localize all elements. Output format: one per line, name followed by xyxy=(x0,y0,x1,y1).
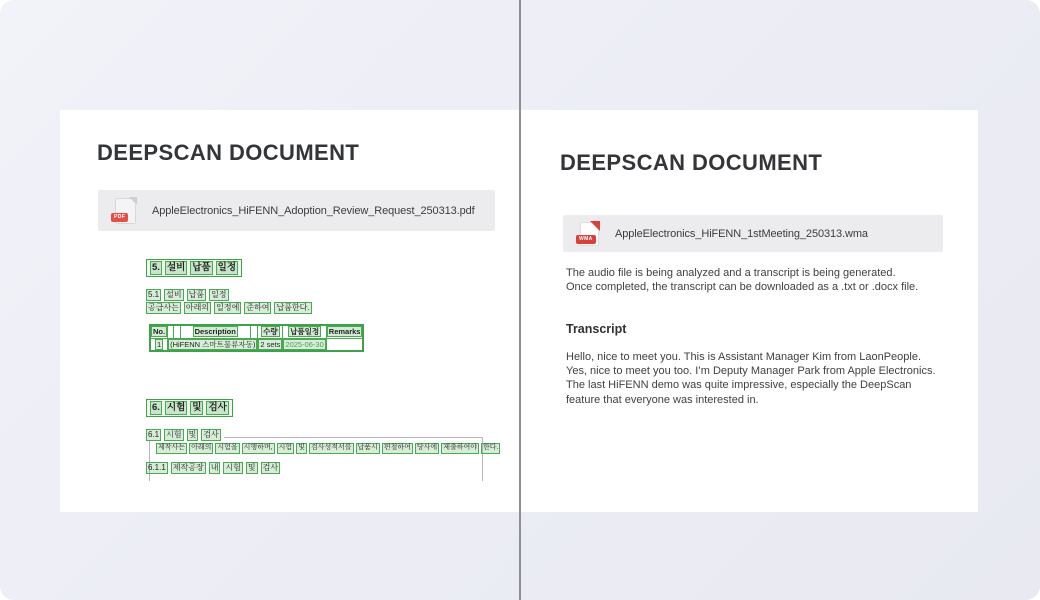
scan-word: 내 xyxy=(210,463,219,472)
scan-word: 및 xyxy=(247,463,256,472)
scan-th-delivery-date: 납품일정 xyxy=(290,327,320,337)
scan-word: 시험 xyxy=(166,402,186,413)
transcript-line-3: The last HiFENN demo was quite impressive, especially the DeepScan xyxy=(566,379,912,392)
analysis-status-text xyxy=(566,267,918,294)
scan-section6-heading xyxy=(146,399,233,417)
scan-word: 설비 xyxy=(166,262,186,273)
scan-word: 6.1.1 xyxy=(148,463,166,472)
scan-th-remarks: Remarks xyxy=(328,327,361,337)
scan-td-qty: 2 sets xyxy=(260,339,281,349)
scan-word: 일정 xyxy=(217,262,237,273)
transcript-line-1: Hello, nice to meet you. This is Assistant Manager Kim from LaonPeople. xyxy=(566,351,922,363)
transcript-heading: Transcript xyxy=(566,322,627,336)
scan-word: 검사 xyxy=(208,402,227,413)
scan-section5-heading xyxy=(146,259,242,277)
scan-word: 당사에 xyxy=(415,443,439,454)
scan-word: 납품 xyxy=(188,290,205,299)
scan-word: 검사 xyxy=(203,430,219,439)
transcript-text xyxy=(566,350,936,407)
pdf-file-name: AppleElectronics_HiFENN_Adoption_Review_Request_250313.pdf xyxy=(152,204,475,217)
scan-word: 제작사는 xyxy=(156,443,187,454)
scan-line-supply xyxy=(146,302,312,314)
scan-td-description: (HiFENN 스마트물류자동) xyxy=(170,339,256,349)
transcript-line-2: Yes, nice to meet you too. I’m Deputy Manager Park from Apple Electronics. xyxy=(566,365,936,378)
status-line-2: Once completed, the transcript can be downloaded as a .txt or .docx file. xyxy=(566,280,919,293)
scan-line-6-1 xyxy=(146,429,224,441)
scan-line-maker xyxy=(156,443,500,454)
scan-word: 시험 xyxy=(166,430,182,439)
scan-line-5-1 xyxy=(146,289,229,301)
scan-word: 6.1 xyxy=(148,430,160,439)
scan-word: 및 xyxy=(296,443,307,454)
scan-table-data-row xyxy=(150,339,363,352)
wma-file-icon xyxy=(580,222,599,246)
scan-word: 검사 xyxy=(262,463,279,472)
scan-word: 검사성적서를 xyxy=(309,443,354,454)
scan-word: 5. xyxy=(152,262,160,273)
scan-word: 제출하여야 xyxy=(441,443,479,454)
scan-word: 아래의 xyxy=(189,443,213,454)
wma-file-chip[interactable] xyxy=(563,215,943,252)
scan-word: 아래의 xyxy=(185,303,210,312)
scan-word: 시험 xyxy=(277,443,295,454)
scan-word: 납품 xyxy=(192,262,211,273)
document-fold-corner xyxy=(590,221,600,231)
status-line-1: The audio file is being analyzed and a transcript is being generated. xyxy=(566,267,896,279)
scan-word: 시험 xyxy=(225,463,241,472)
document-fold-corner xyxy=(129,197,137,205)
transcript-line-4: feature that everyone was interested in. xyxy=(566,393,759,406)
scan-word: 시행하며, xyxy=(242,443,275,454)
wma-badge: WMA xyxy=(576,235,596,244)
scan-word: 일정에 xyxy=(216,303,240,312)
comparison-divider[interactable] xyxy=(519,0,521,600)
scan-word: 및 xyxy=(188,430,197,439)
right-panel-title: DEEPSCAN DOCUMENT xyxy=(560,150,823,175)
pdf-badge: PDF xyxy=(111,213,128,222)
scan-th-qty: 수량 xyxy=(263,327,278,337)
scan-word: 5.1 xyxy=(148,290,160,299)
scan-word: 설비 xyxy=(166,290,182,299)
scan-td-no: 1 xyxy=(156,339,162,349)
wma-file-name: AppleElectronics_HiFENN_1stMeeting_250313.wma xyxy=(615,227,868,240)
scan-delivery-table xyxy=(149,324,364,352)
scan-td-remarks xyxy=(326,339,363,352)
pdf-file-chip[interactable] xyxy=(98,190,495,231)
scan-word: 납품한다. xyxy=(276,303,310,312)
scan-word: 시험을 xyxy=(215,443,239,454)
scan-th-description: Description xyxy=(194,327,236,337)
scan-table-header-row xyxy=(150,325,363,339)
scan-word: 제작공장 xyxy=(172,463,204,472)
scan-word: 납품시 xyxy=(356,443,380,454)
scan-word: 및 xyxy=(192,402,202,413)
scan-word: 준하여 xyxy=(246,303,270,312)
scan-word: 편철하여 xyxy=(382,443,413,454)
left-panel-title: DEEPSCAN DOCUMENT xyxy=(97,140,360,165)
scan-word: 공급사는 xyxy=(148,303,179,312)
scan-word: 6. xyxy=(152,402,160,413)
scan-th-no: No. xyxy=(153,327,166,337)
scan-line-6-1-1 xyxy=(146,462,280,474)
scan-word: 한다. xyxy=(481,443,500,454)
pdf-file-icon xyxy=(115,198,136,224)
scan-word: 일정 xyxy=(211,290,227,299)
scan-td-delivery-date: 2025-06-30 xyxy=(285,339,324,349)
